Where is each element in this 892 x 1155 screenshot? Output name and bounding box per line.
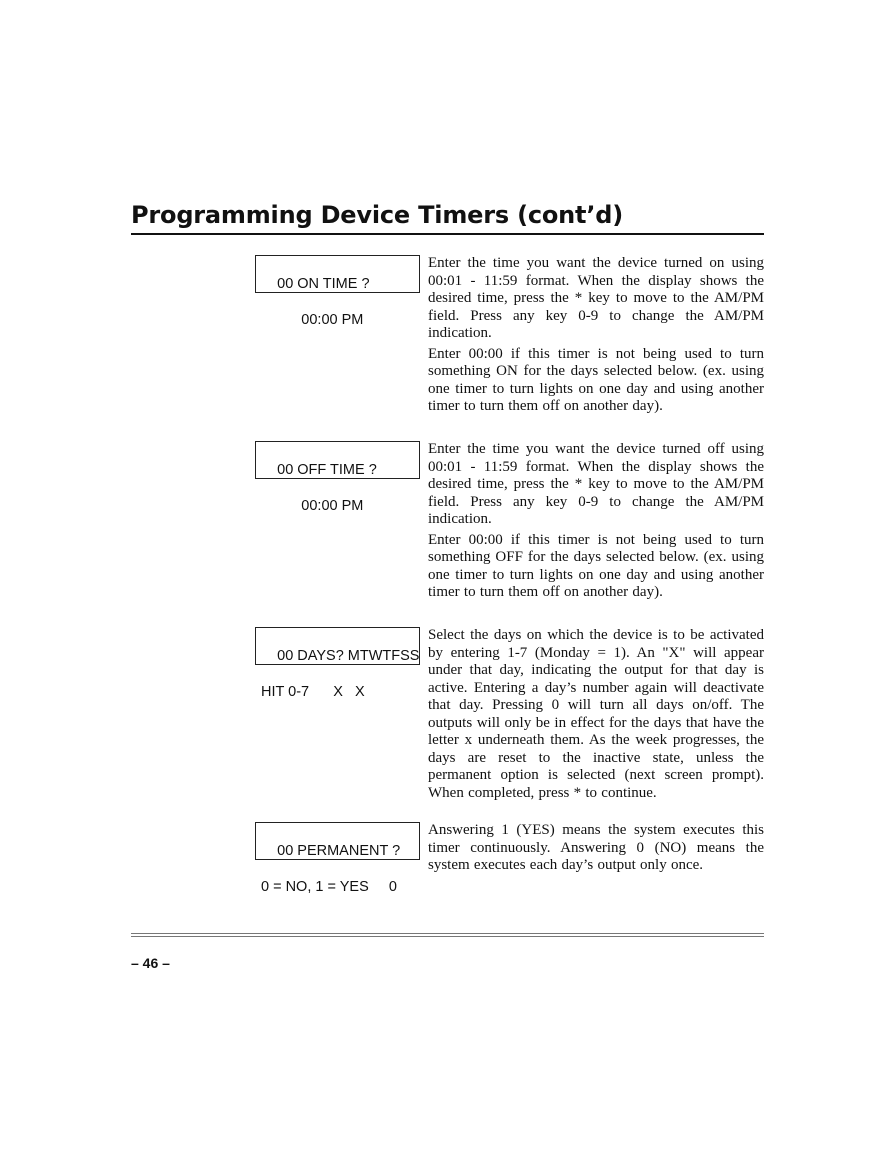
on-time-display	[255, 255, 420, 328]
permanent-description	[428, 822, 764, 878]
page-number: – 46 –	[131, 955, 170, 971]
off-time-description	[428, 441, 764, 605]
days-display	[255, 627, 420, 700]
paragraph: Enter 00:00 if this timer is not being used to turn something OFF for the days selected below. (ex. using one timer to turn lights on one day and using another timer to turn them off on another day).	[428, 531, 764, 600]
permanent-display	[255, 822, 420, 895]
footer-divider	[131, 936, 764, 937]
display-line-2: 00:00 PM	[261, 312, 364, 328]
display-line-1: 00 ON TIME ?	[277, 276, 370, 292]
display-line-2: 00:00 PM	[261, 498, 364, 514]
paragraph: Enter 00:00 if this timer is not being used to turn something ON for the days selected below. (ex. using one timer to turn lights on one day and using another timer to turn them off on another day).	[428, 345, 764, 414]
paragraph: Enter the time you want the device turned off using 00:01 - 11:59 format. When the display shows the desired time, press the * key to move to the AM/PM field. Press any key 0-9 to change the AM/PM indication.	[428, 441, 764, 527]
paragraph: Answering 1 (YES) means the system executes this timer continuously. Answering 0 (NO) means the system executes each day’s output only once.	[428, 822, 764, 873]
page-title: Programming Device Timers (cont’d)	[131, 201, 623, 229]
days-description	[428, 627, 764, 805]
display-line-1: 00 PERMANENT ?	[277, 843, 401, 859]
paragraph: Select the days on which the device is to be activated by entering 1-7 (Monday = 1). An "X" will appear under that day, indicating the output for that day is active. Entering a day’s number again will deactivate that day. Pressing 0 will turn all days on/off. The outputs will only be in effect for the days that have the letter x underneath them. As the week progresses, the days are reset to the inactive state, unless the permanent option is selected (next screen prompt). When completed, press * to continue.	[428, 627, 764, 801]
display-line-2: 0 = NO, 1 = YES 0	[261, 879, 397, 895]
on-time-description	[428, 255, 764, 419]
title-divider	[131, 233, 764, 235]
paragraph: Enter the time you want the device turned on using 00:01 - 11:59 format. When the display shows the desired time, press the * key to move to the AM/PM field. Press any key 0-9 to change the AM/PM indication.	[428, 255, 764, 341]
display-line-1: 00 OFF TIME ?	[277, 462, 377, 478]
footer-divider	[131, 933, 764, 934]
display-line-2: HIT 0-7 X X	[261, 684, 365, 700]
display-line-1: 00 DAYS? MTWTFSS	[277, 648, 420, 664]
off-time-display	[255, 441, 420, 514]
